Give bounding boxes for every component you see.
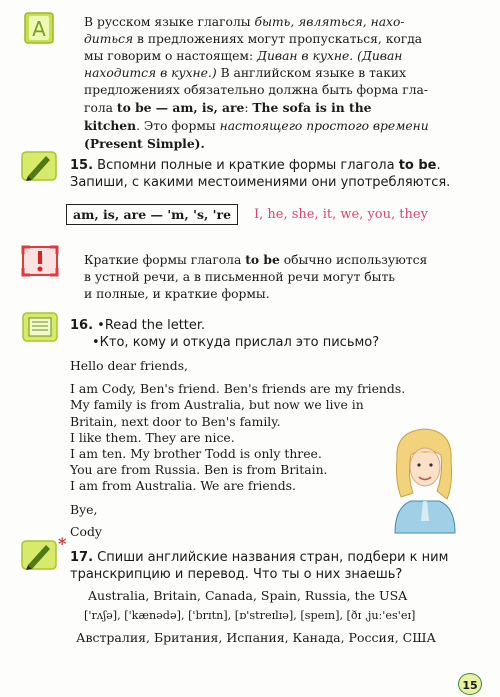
star-mark: * [58, 534, 67, 553]
transcriptions: ['rʌʃə], ['kænədə], ['brɪtn], [ɒ'streɪlɪə], [speɪn], [ðɪ ˌjuː'es'eɪ] [84, 609, 416, 622]
to-be-forms-box: am, is, are — 'm, 's, 're [66, 204, 238, 225]
svg-text:A: A [32, 17, 46, 41]
pencil-star-icon [20, 539, 60, 577]
rule-box: В русском языке глаголы быть, являться, нахо- диться в предложениях могут пропускаться, когда мы говорим о настоящем: Диван в кухне. (Диван находится в кухне.) В английском языке в таких предложениях обязательно должна быть форма гла- гола to be — am, is, are: The sofa is in the kitchen. Это формы настоящего простого времени (Present Simple). [84, 15, 429, 151]
exclamation-icon [20, 244, 60, 282]
note-box: Краткие формы глагола to be обычно используются в устной речи, а в письменной речи могут быть и полные, и краткие формы. [84, 252, 428, 301]
countries-english: Australia, Britain, Canada, Spain, Russia, the USA [88, 588, 408, 603]
page-number-badge [458, 673, 482, 695]
letter-text: Hello dear friends, I am Cody, Ben's friend. Ben's friends are my friends. My family is from Australia, but now we live in Britain, next door to Ben's family. I like them. They are nice. I am ten. My brother Todd is only three. You are from Russia. Ben is from Britain. I am from Australia. We are friends. Bye, Cody [70, 358, 406, 539]
notebook-icon [20, 310, 60, 348]
exercise-17-instructions: 17. Спиши английские названия стран, подбери к ним транскрипцию и перевод. Что ты о них знаешь? [70, 550, 449, 582]
pronouns-list: I, he, she, it, we, you, they [254, 207, 428, 222]
exercise-16-instructions: 16. •Read the letter. •Кто, кому и откуда прислал это письмо? [70, 318, 380, 350]
page-number: 15 [462, 679, 478, 692]
exercise-15-instructions: 15. Вспомни полные и краткие формы глагола to be. Запиши, с какими местоимениями они употребляются. [70, 158, 451, 190]
girl-illustration [385, 425, 465, 541]
pencil-icon [20, 150, 58, 188]
rule-icon [22, 10, 56, 50]
countries-russian: Австралия, Британия, Испания, Канада, Россия, США [76, 630, 436, 645]
